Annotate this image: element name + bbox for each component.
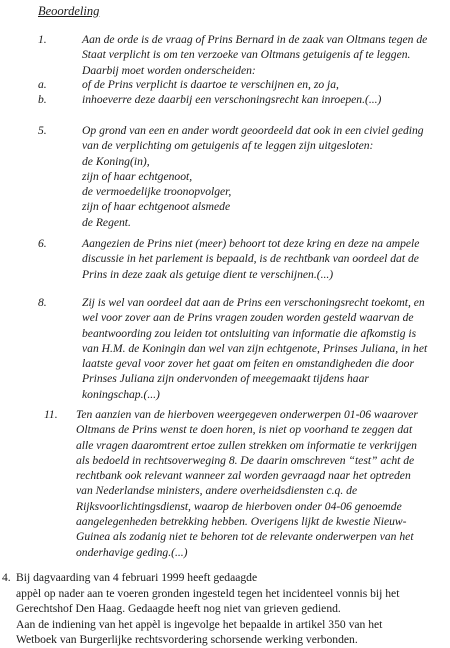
paragraph-body	[82, 236, 419, 282]
paragraph-number: 4.	[2, 571, 11, 584]
paragraph-line: van de verplichting om getuigenis af te leggen zijn uitgesloten:	[82, 139, 374, 153]
paragraph-line: laatste geval voor zover het gaat om feiten en omstandigheden die door	[82, 357, 414, 371]
paragraph-line: Guinea als zodanig niet te behoren tot de relevante onderwerpen van het	[76, 530, 414, 544]
paragraph-line: koningschap.(...)	[82, 387, 160, 401]
paragraph-line: aangelegenheden betrekking hebben. Overigens lijkt de kwestie Nieuw-	[76, 515, 407, 529]
paragraph-line: de vermoedelijke troonopvolger,	[82, 185, 232, 199]
paragraph-line: beantwoording zou leiden tot ontsluiting van informatie die afkomstig is	[82, 326, 417, 340]
paragraph-line: de Regent.	[82, 215, 131, 229]
paragraph-line: Daarbij moet worden onderscheiden:	[82, 63, 256, 77]
paragraph-line: Rijksvoorlichtingsdienst, waarop de hierboven onder 04-06 genoemde	[76, 499, 402, 513]
paragraph-line: appèl op nader aan te voeren gronden ingesteld tegen het incidenteel vonnis bij het	[16, 586, 400, 600]
paragraph-line: Bij dagvaarding van 4 februari 1999 heeft gedaagde	[16, 571, 258, 584]
paragraph-body	[16, 570, 257, 586]
paragraph-line: zijn of haar echtgenoot alsmede	[82, 200, 231, 214]
paragraph-number: 11.	[44, 408, 58, 421]
paragraph-line: Aan de indiening van het appèl is ingevolge het bepaalde in artikel 350 van het	[16, 617, 383, 631]
paragraph-line: discussie in het parlement is bepaald, is de rechtbank van oordeel dat de	[82, 252, 419, 266]
paragraph-line: Oltmans de Prins wenst te doen horen, is niet op voorhand te zeggen dat	[76, 423, 413, 437]
paragraph-body-continued	[16, 586, 399, 648]
paragraph-number: 6.	[38, 237, 47, 250]
paragraph-number: 1.	[38, 33, 47, 46]
paragraph-line: Staat verplicht is om ten verzoeke van Oltmans getuigenis af te leggen.	[82, 48, 411, 62]
sub-item-label: b.	[38, 93, 47, 106]
paragraph-line: Wetboek van Burgerlijke rechtsvordering schorsende werking verbonden.	[16, 633, 358, 646]
paragraph-body	[76, 407, 418, 560]
paragraph-line: Aangezien de Prins niet (meer) behoort tot deze kring en deze na ampele	[82, 237, 420, 250]
paragraph-line: wel voor zover aan de Prins vragen zouden worden gesteld waarvan de	[82, 311, 414, 325]
paragraph-line: Gerechtshof Den Haag. Gedaagde heeft nog niet van grieven gediend.	[16, 602, 341, 615]
sub-item-text: of de Prins verplicht is daartoe te verschijnen en, zo ja,	[82, 78, 339, 91]
paragraph-body	[82, 295, 427, 402]
paragraph-line: rechtbank ook relevant wanneer zal worden gevraagd naar het optreden	[76, 469, 411, 483]
paragraph-line: Prins in deze zaak als getuige dient te verschijnen.(...)	[82, 267, 334, 281]
paragraph-body	[82, 123, 424, 230]
paragraph-number: 8.	[38, 296, 47, 309]
sub-item-label: a.	[38, 78, 47, 91]
paragraph-body	[82, 32, 427, 78]
sub-item-text: inhoeverre deze daarbij een verschoningsrecht kan inroepen.(...)	[82, 93, 382, 106]
paragraph-line: onderhavige geding.(...)	[76, 545, 188, 559]
paragraph-line: van H.M. de Koningin dan wel van zijn echtgenote, Prinses Juliana, in het	[82, 341, 428, 355]
paragraph-line: als bedoeld in rechtsoverweging 8. De daarin omschreven “test” acht de	[76, 453, 415, 467]
paragraph-line: zijn of haar echtgenoot,	[82, 169, 193, 183]
paragraph-line: van Nederlandse ministers, andere overheidsdiensten c.q. de	[76, 484, 358, 498]
paragraph-line: de Koning(in),	[82, 154, 150, 168]
paragraph-line: Ten aanzien van de hierboven weergegeven onderwerpen 01-06 waarover	[76, 408, 418, 421]
paragraph-line: Prinses Juliana zijn ondervonden of meegemaakt tijdens haar	[82, 372, 369, 386]
paragraph-line: alle vragen daaromtrent ertoe zullen strekken om informatie te verkrijgen	[76, 438, 417, 452]
paragraph-line: Op grond van een en ander wordt geoordeeld dat ook in een civiel geding	[82, 124, 424, 137]
paragraph-line: Aan de orde is de vraag of Prins Bernard in de zaak van Oltmans tegen de	[82, 33, 428, 46]
section-heading: Beoordeling	[38, 4, 100, 18]
paragraph-number: 5.	[38, 124, 47, 137]
paragraph-line: Zij is wel van oordeel dat aan de Prins een verschoningsrecht toekomt, en	[82, 296, 425, 309]
